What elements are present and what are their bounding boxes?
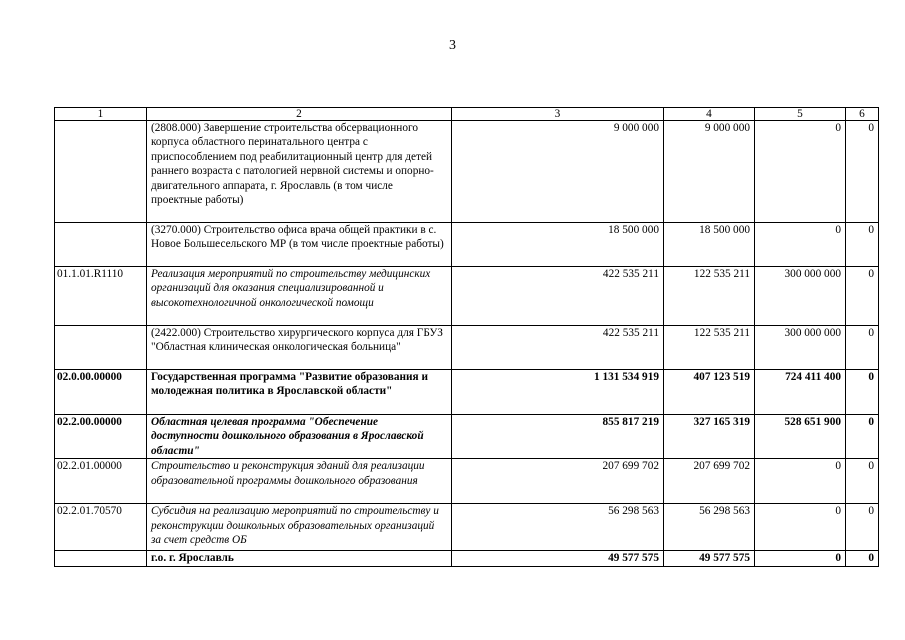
- row-code: 02.2.00.00000: [55, 415, 147, 459]
- cell-col4: 407 123 519: [664, 370, 755, 415]
- cell-col3: 422 535 211: [452, 267, 664, 326]
- cell-col6: 0: [846, 121, 879, 223]
- cell-col5: 300 000 000: [755, 326, 846, 370]
- table-header-row: [55, 108, 879, 121]
- cell-col6: 0: [846, 267, 879, 326]
- cell-col4: 327 165 319: [664, 415, 755, 459]
- cell-col6: 0: [846, 504, 879, 551]
- cell-col4: 9 000 000: [664, 121, 755, 223]
- cell-col6: 0: [846, 415, 879, 459]
- cell-col5: 528 651 900: [755, 415, 846, 459]
- cell-col3: 56 298 563: [452, 504, 664, 551]
- table-row: [55, 326, 879, 370]
- column-header: 5: [755, 108, 846, 121]
- row-code: 02.2.01.00000: [55, 459, 147, 504]
- row-name: Реализация мероприятий по строительству медицинских организаций для оказания специализированной и высокотехнологичной онкологической помощи: [147, 267, 452, 326]
- column-header: 1: [55, 108, 147, 121]
- cell-col4: 122 535 211: [664, 326, 755, 370]
- row-code: [55, 121, 147, 223]
- row-name: (3270.000) Строительство офиса врача общей практики в с. Новое Большесельского МР (в том числе проектные работы): [147, 223, 452, 267]
- cell-col3: 9 000 000: [452, 121, 664, 223]
- cell-col6: 0: [846, 326, 879, 370]
- column-header: 6: [846, 108, 879, 121]
- cell-col6: 0: [846, 459, 879, 504]
- column-header: 2: [147, 108, 452, 121]
- cell-col4: 122 535 211: [664, 267, 755, 326]
- table-row: [55, 267, 879, 326]
- row-code: 01.1.01.R1110: [55, 267, 147, 326]
- cell-col4: 49 577 575: [664, 551, 755, 566]
- table-row: [55, 121, 879, 223]
- cell-col6: 0: [846, 551, 879, 566]
- table-row: [55, 459, 879, 504]
- budget-table: [54, 107, 879, 567]
- cell-col3: 422 535 211: [452, 326, 664, 370]
- column-header: 3: [452, 108, 664, 121]
- row-code: [55, 326, 147, 370]
- row-code: [55, 223, 147, 267]
- cell-col6: 0: [846, 370, 879, 415]
- row-name: (2808.000) Завершение строительства обсервационного корпуса областного перинатального центра с приспособлением под реабилитационный центр для детей раннего возраста с патологией нервной системы и опорно-двигательного аппарата, г. Ярославль (в том числе проектные работы): [147, 121, 452, 223]
- row-name: г.о. г. Ярославль: [147, 551, 452, 566]
- cell-col3: 49 577 575: [452, 551, 664, 566]
- cell-col5: 0: [755, 121, 846, 223]
- cell-col5: 724 411 400: [755, 370, 846, 415]
- cell-col4: 207 699 702: [664, 459, 755, 504]
- table-row: [55, 415, 879, 459]
- row-code: 02.2.01.70570: [55, 504, 147, 551]
- cell-col4: 18 500 000: [664, 223, 755, 267]
- row-name: Областная целевая программа "Обеспечение доступности дошкольного образования в Ярославской области": [147, 415, 452, 459]
- cell-col5: 0: [755, 504, 846, 551]
- table-row: [55, 504, 879, 551]
- cell-col3: 18 500 000: [452, 223, 664, 267]
- cell-col5: 0: [755, 223, 846, 267]
- cell-col6: 0: [846, 223, 879, 267]
- cell-col4: 56 298 563: [664, 504, 755, 551]
- cell-col5: 300 000 000: [755, 267, 846, 326]
- cell-col3: 855 817 219: [452, 415, 664, 459]
- cell-col3: 207 699 702: [452, 459, 664, 504]
- row-code: [55, 551, 147, 566]
- row-name: Строительство и реконструкция зданий для реализации образовательной программы дошкольного образования: [147, 459, 452, 504]
- table-row: [55, 223, 879, 267]
- table-row: [55, 551, 879, 566]
- column-header: 4: [664, 108, 755, 121]
- cell-col5: 0: [755, 459, 846, 504]
- row-name: (2422.000) Строительство хирургического корпуса для ГБУЗ "Областная клиническая онкологическая больница": [147, 326, 452, 370]
- row-name: Государственная программа "Развитие образования и молодежная политика в Ярославской области": [147, 370, 452, 415]
- cell-col3: 1 131 534 919: [452, 370, 664, 415]
- table-row: [55, 370, 879, 415]
- row-code: 02.0.00.00000: [55, 370, 147, 415]
- page-number: 3: [449, 38, 456, 53]
- cell-col5: 0: [755, 551, 846, 566]
- row-name: Субсидия на реализацию мероприятий по строительству и реконструкции дошкольных образовательных организаций за счет средств ОБ: [147, 504, 452, 551]
